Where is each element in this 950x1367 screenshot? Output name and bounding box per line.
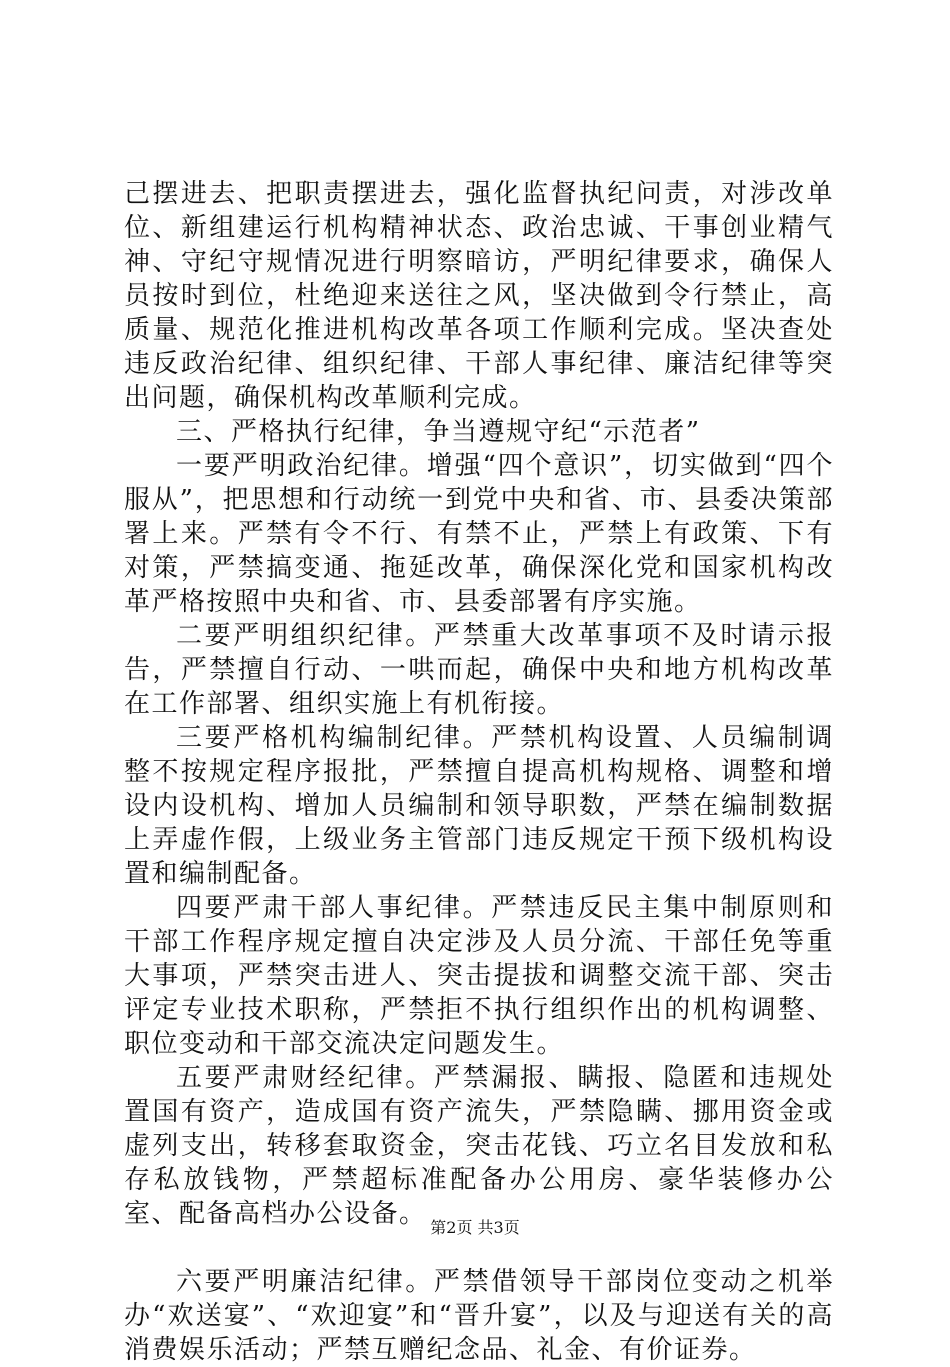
paragraph-financial-discipline: 五要严肃财经纪律。严禁漏报、瞒报、隐匿和违规处置国有资产，造成国有资产流失，严禁隐瞒、挪用资金或虚列支出，转移套取资金，突击花钱、巧立名目发放和私存私放钱物，严禁超标准配备办公用房、豪华装修办公室、配备高档办公设备。 <box>124 1063 834 1229</box>
document-body <box>124 177 834 1367</box>
paragraph-staffing-discipline: 三要严格机构编制纪律。严禁机构设置、人员编制调整不按规定程序报批，严禁擅自提高机构规格、调整和增设内设机构、增加人员编制和领导职数，严禁在编制数据上弄虚作假，上级业务主管部门违反规定干预下级机构设置和编制配备。 <box>124 723 834 889</box>
section-heading: 三、严格执行纪律，争当遵规守纪“示范者” <box>176 417 701 447</box>
paragraph-integrity-discipline: 六要严明廉洁纪律。严禁借领导干部岗位变动之机举办“欢送宴”、“欢迎宴”和“晋升宴”，以及与迎送有关的高消费娱乐活动；严禁互赠纪念品、礼金、有价证券。 <box>124 1267 834 1365</box>
paragraph-personnel-discipline: 四要严肃干部人事纪律。严禁违反民主集中制原则和干部工作程序规定擅自决定涉及人员分流、干部任免等重大事项，严禁突击进人、突击提拔和调整交流干部、突击评定专业技术职称，严禁拒不执行组织作出的机构调整、职位变动和干部交流决定问题发生。 <box>124 893 834 1059</box>
paragraph-political-discipline: 一要严明政治纪律。增强“四个意识”，切实做到“四个服从”，把思想和行动统一到党中央和省、市、县委决策部署上来。严禁有令不行、有禁不止，严禁上有政策、下有对策，严禁搞变通、拖延改革，确保深化党和国家机构改革严格按照中央和省、市、县委部署有序实施。 <box>124 451 834 617</box>
paragraph-continuation: 己摆进去、把职责摆进去，强化监督执纪问责，对涉改单位、新组建运行机构精神状态、政治忠诚、干事创业精气神、守纪守规情况进行明察暗访，严明纪律要求，确保人员按时到位，杜绝迎来送往之风，坚决做到令行禁止，高质量、规范化推进机构改革各项工作顺利完成。坚决查处违反政治纪律、组织纪律、干部人事纪律、廉洁纪律等突出问题，确保机构改革顺利完成。 <box>124 179 834 413</box>
page-number-footer: 第2页 共3页 <box>430 1218 520 1237</box>
paragraph-organizational-discipline: 二要严明组织纪律。严禁重大改革事项不及时请示报告，严禁擅自行动、一哄而起，确保中央和地方机构改革在工作部署、组织实施上有机衔接。 <box>124 621 834 719</box>
